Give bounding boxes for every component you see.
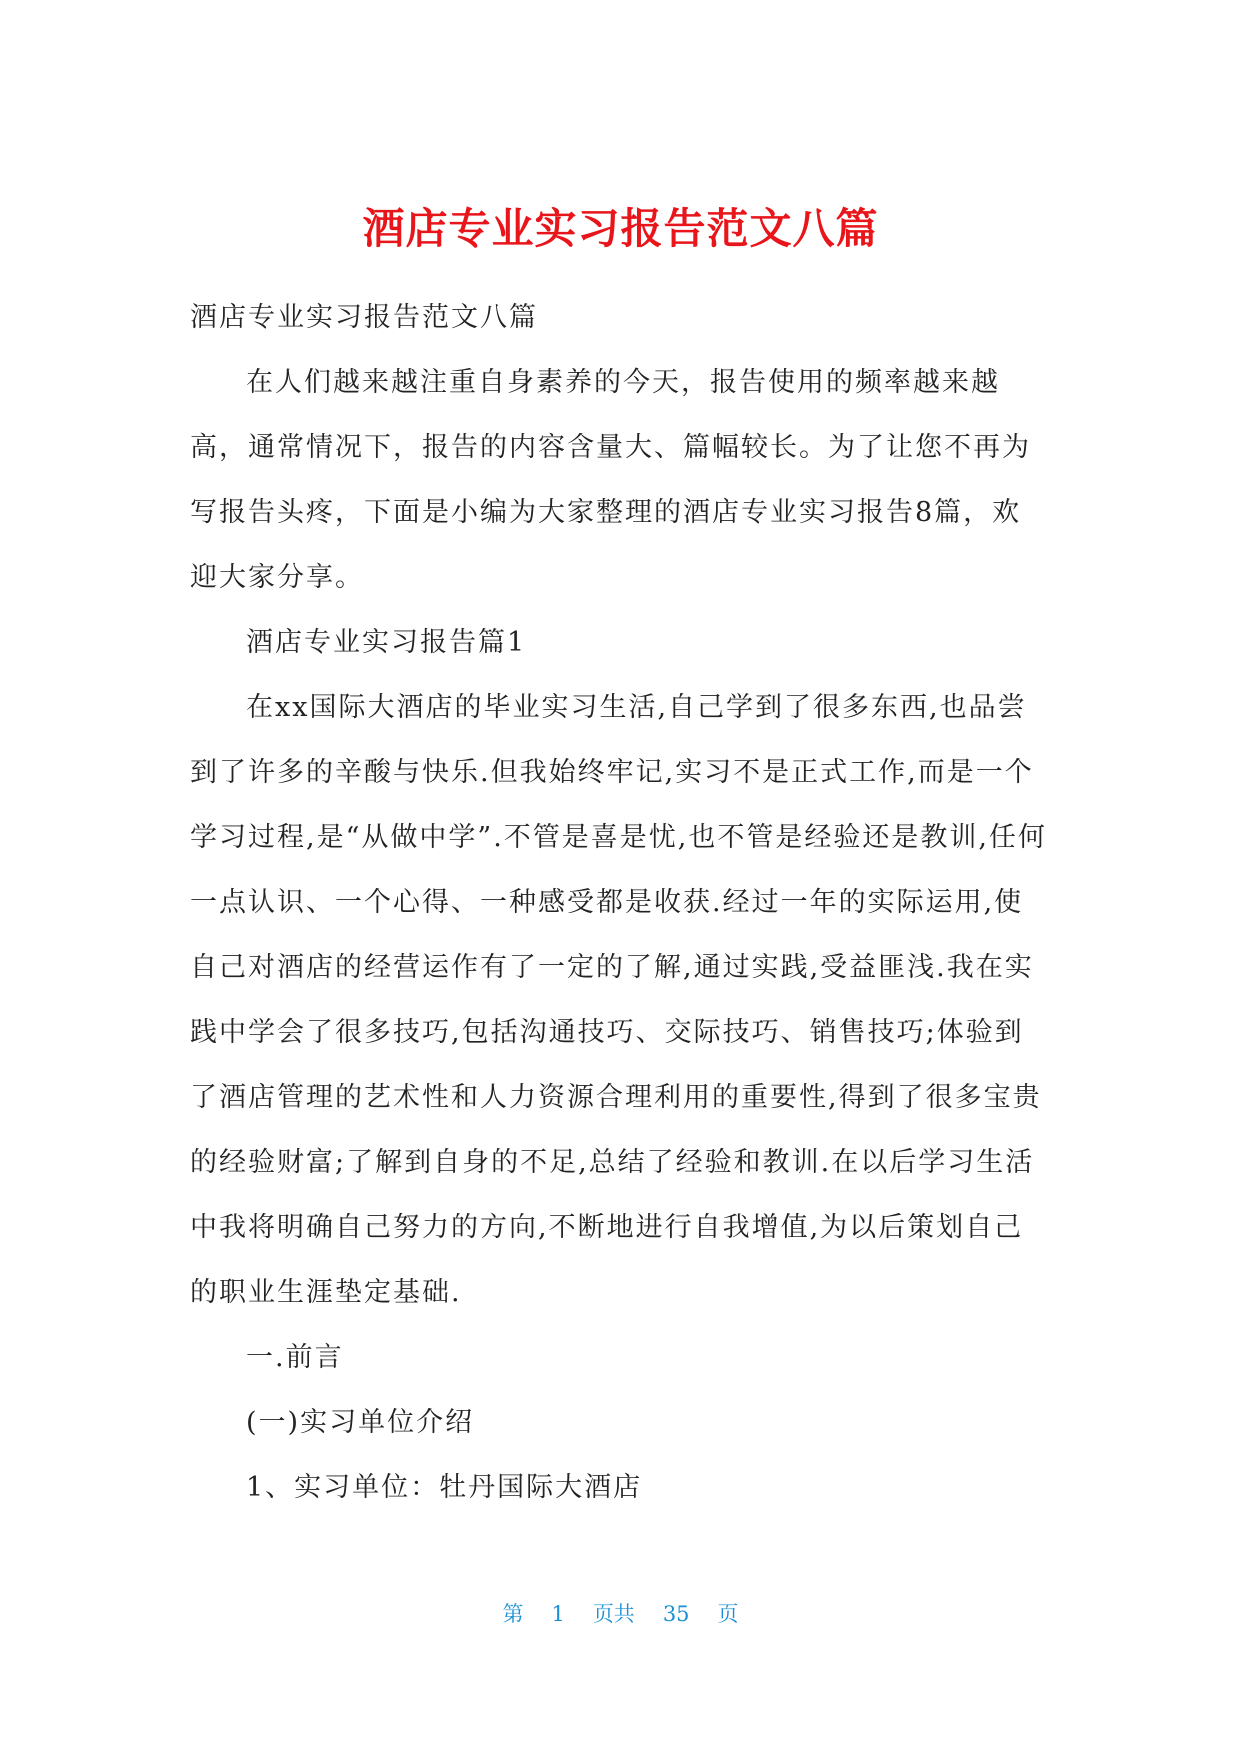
footer-total-pages: 35 [662,1602,690,1626]
footer-page-number: 1 [551,1602,565,1626]
footer-page-mid: 页共 [592,1602,635,1626]
heading-unit-intro: (一)实习单位介绍 [246,1407,475,1438]
document-subtitle: 酒店专业实习报告范文八篇 [190,302,538,333]
footer-page-suffix: 页 [717,1602,739,1626]
body-paragraph: 在xx国际大酒店的毕业实习生活,自己学到了很多东西,也品尝到了许多的辛酸与快乐.但我始终牢记,实习不是正式工作,而是一个学习过程,是“从做中学”.不管是喜是忧,也不管是经验还是教训,任何一点认识、一个心得、一种感受都是收获.经过一年的实际运用,使自己对酒店的经营运作有了一定的了解,通过实践,受益匪浅.我在实践中学会了很多技巧,包括沟通技巧、交际技巧、销售技巧;体验到了酒店管理的艺术性和人力资源合理利用的重要性,得到了很多宝贵的经验财富;了解到自身的不足,总结了经验和教训.在以后学习生活中我将明确自己努力的方向,不断地进行自我增值,为以后策划自己的职业生涯垫定基础. [190,692,1047,1308]
heading-preface: 一.前言 [246,1342,344,1373]
document-body [190,285,1050,1520]
document-title: 酒店专业实习报告范文八篇 [362,204,879,253]
section-heading: 酒店专业实习报告篇1 [246,627,527,658]
footer-page-label: 第 [502,1602,524,1626]
intro-paragraph: 在人们越来越注重自身素养的今天，报告使用的频率越来越高，通常情况下，报告的内容含量大、篇幅较长。为了让您不再为写报告头疼，下面是小编为大家整理的酒店专业实习报告8篇，欢迎大家分享。 [190,367,1031,593]
page-footer [0,1598,1241,1628]
list-item-unit: 1、实习单位：牡丹国际大酒店 [246,1472,643,1503]
